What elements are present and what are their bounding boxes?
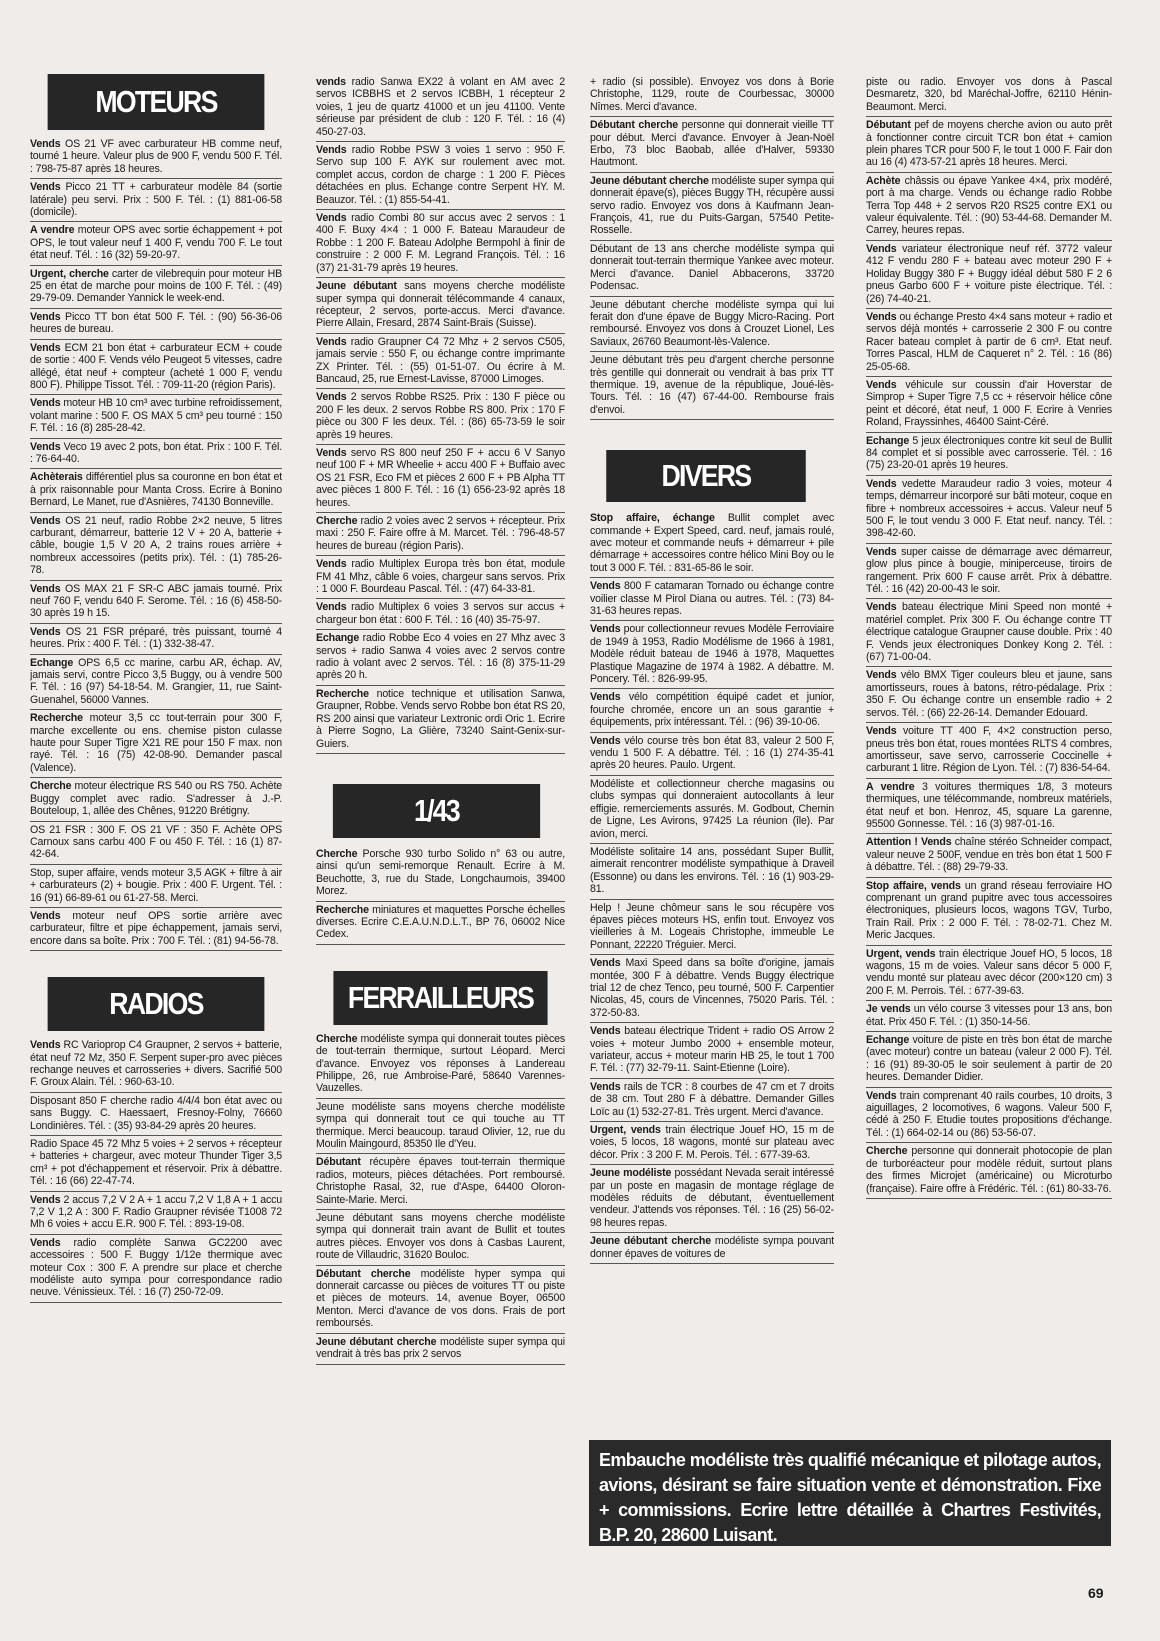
classified-ad — [866, 1143, 1112, 1199]
classified-ad — [590, 1233, 834, 1264]
classified-ad — [866, 241, 1112, 309]
ad-text: miniatures et maquettes Porsche échelles diverses. Ecrire C.E.A.U.N.D.L.T., BP 76, 06002 Nice Cedex. — [316, 903, 565, 941]
ad-text: sans moyens cherche modéliste super sympa qui donnerait télécommande 4 canaux, récepteur, 2 servos, porte-accus. Merci d'avance. Pierre Allain, Fresard, 2874 Saint-Brais (Suisse). — [316, 280, 565, 330]
ad-text: 2 accus 7,2 V 2 A + 1 accu 7,2 V 1,8 A + 1 accu 7,2 V 1,2 A : 300 F. Radio Graupner révisée T1008 72 Mh 6 voies + accu E.R. 900 F. Tél. : 893-19-08. — [30, 1193, 282, 1231]
column-4 — [866, 74, 1112, 1414]
classified-ad — [316, 1031, 565, 1099]
ad-text: radio Multiplex 6 voies 3 servos sur accus + chargeur bon état : 600 F. Tél. : 16 (40) 35-75-97. — [316, 601, 565, 626]
ad-text: train électrique Jouef HO, 5 locos, 18 wagons, 15 m de voies. Valeur sans décor 5 000 F, vendu monté sur plateau avec décor (200×120 cm) 3 200 F. M. Perrois. Tél. : 677-39-63. — [866, 947, 1112, 997]
ad-lead: Vends — [30, 1236, 61, 1249]
ad-text: modéliste hyper sympa qui donnerait carcasse ou pièces de voitures TT ou piste et pièces de moteurs. 14, avenue Boyer, 06500 Menton. Merci d'avance de vos dons. Frais de port remboursés. — [316, 1267, 565, 1330]
classified-ad — [866, 599, 1112, 667]
moteurs-list — [30, 136, 282, 951]
ad-lead: Vends — [316, 144, 347, 157]
ad-text: + radio (si possible). Envoyez vos dons à Borie Christophe, 1129, route de Courbessac, 30000 Nîmes. Merci d'avance. — [590, 76, 834, 113]
page-number: 69 — [1088, 1585, 1104, 1601]
ad-lead: Débutant cherche — [316, 1267, 411, 1280]
ad-text: pef de moyens cherche avion ou auto prêt à fonctionner contre circuit TCR bon état + camion plein phares TCR pour 500 F, le tout 1 000 F. Fair don au 16 (4) 473-57-21 après 18 heures. Merci. — [866, 119, 1112, 169]
classified-ad — [866, 544, 1112, 600]
classified-ad — [866, 117, 1112, 173]
classified-ad — [30, 1235, 282, 1303]
classified-ad — [590, 352, 834, 420]
column-1 — [30, 74, 282, 1564]
classified-ad — [30, 1136, 282, 1192]
classified-ad — [30, 222, 282, 265]
ad-lead: Vends — [866, 310, 897, 323]
section-header-moteurs: MOTEURS — [48, 74, 265, 130]
classified-ad — [590, 1165, 834, 1233]
ad-lead: Vends — [316, 335, 347, 348]
classified-ad — [30, 581, 282, 624]
ad-text: radio 2 voies avec 2 servos + récepteur. Prix maxi : 250 F. Faire offre à M. Marcet. Tél. : 796-48-57 heures de bureau (région Paris). — [316, 515, 565, 552]
classified-ad — [590, 74, 834, 117]
ad-lead: Vends — [30, 582, 61, 595]
ad-lead: Attention ! Vends — [866, 836, 952, 849]
ad-text: 5 jeux électroniques contre kit seul de Bullit 84 complet et si possible avec carrosserie. Tél. : 16 (75) 23-20-01 après 19 heures. — [866, 434, 1112, 472]
ad-lead: Urgent, vends — [590, 1124, 661, 1137]
ad-lead: Vends — [590, 580, 621, 593]
ad-text: moteur HB 10 cm³ avec turbine refroidissement, volant marine : 500 F. OS MAX 5 cm³ peu tourné : 150 F. Tél. : 16 (8) 285-28-42. — [30, 397, 282, 435]
classified-ad — [866, 309, 1112, 377]
classified-ad — [866, 1001, 1112, 1032]
classified-ad — [866, 834, 1112, 877]
ad-text: Bullit complet avec commande + Expert Speed, card. neuf, jamais roulé, avec moteur et commande neufs + démarreur + pile démarrage + accessoires contre hélico Mini Boy ou le tout 3 000 F. Tél. : 831-65-86 le soir. — [590, 512, 834, 574]
classified-ad — [316, 1266, 565, 1334]
classified-ad — [316, 630, 565, 686]
ad-lead: vends — [316, 76, 346, 88]
classified-ad — [316, 1334, 565, 1365]
ad-text: bateau électrique Trident + radio OS Arrow 2 voies + moteur Jumbo 2000 + ensemble moteur, variateur, accus + moteur marin HB 25, le tout 1 700 F. Tél. : (77) 32-79-11. Saint-Etienne (Loire). — [590, 1025, 834, 1075]
classified-ad — [316, 210, 565, 278]
ad-lead: Vends — [590, 957, 621, 970]
ad-lead: Jeune modéliste — [590, 1167, 672, 1180]
ad-text: un grand réseau ferroviaire HO comprenant un grand pupitre avec tous accessoires électroniques, plusieurs locos, wagons TGV, Turbo, Train Rail. Prix : 2 000 F. Tél. : 78-02-71. Chez M. Meric Jacques. — [866, 879, 1112, 942]
ad-lead: Urgent, cherche — [30, 267, 109, 280]
ad-text: OS MAX 21 F SR-C ABC jamais tourné. Prix neuf 760 F, vendu 640 F. Serome. Tél. : 16 (6) 458-50-30 après 19 h 15. — [30, 582, 282, 620]
ad-lead: Vends — [590, 623, 621, 636]
classified-ad — [590, 689, 834, 732]
ad-text: Jeune débutant sans moyens cherche modéliste sympa qui donnerait train avant de Bullit et toutes autres pièces. Envoyer vos dons à Casbas Laurent, route de Villaudric, 31620 Bouloc. — [316, 1212, 565, 1262]
classified-ad — [866, 946, 1112, 1002]
radios-continued-list — [316, 74, 565, 754]
ad-text: radio Sanwa EX22 à volant en AM avec 2 servos ICBBHS et 2 servos ICBBH, 1 récepteur 2 voies, 1 jeu de quartz 41000 et un jeu 41100. Vente sérieuse par président de club : 120 F. Tél. : 16 (4) 450-27-03. — [316, 76, 565, 138]
classified-ad — [316, 278, 565, 334]
ad-text: Help ! Jeune chômeur sans le sou récupère vos épaves pièces moteurs HS, enfin tout. Envoyez vos vieilleries à M. Logeais Christophe, immeuble Le Ponnant, 22220 Tréguier. Merci. — [590, 901, 834, 951]
ad-lead: Vends — [866, 1089, 897, 1102]
classified-ad — [316, 334, 565, 390]
classified-ad — [30, 395, 282, 438]
ad-text: chaîne stéréo Schneider compact, valeur neuve 2 500F, vendue en très bon état 1 500 F à débattre. Tél. : (88) 29-79-33. — [866, 836, 1112, 874]
ad-lead: Jeune débutant cherche — [316, 1335, 437, 1348]
divers-continued-list — [866, 74, 1112, 1199]
classified-ad — [316, 846, 565, 902]
classified-ad — [590, 510, 834, 578]
classified-ad — [30, 1093, 282, 1136]
ad-lead: Vends — [590, 734, 621, 747]
ad-lead: Vends — [866, 242, 897, 255]
classified-ad — [30, 340, 282, 396]
classified-ad — [30, 865, 282, 908]
ad-lead: Vends — [316, 558, 347, 571]
ad-lead: Débutant — [316, 1156, 361, 1169]
job-ad-box: Embauche modéliste très qualifié mécanique et pilotage autos, avions, désirant se faire situation vente et démonstration. Fixe + commissions. Ecrire lettre détaillée à Chartres Festivités, B.P. 20, 28600 Luisant. — [589, 1440, 1111, 1546]
classified-ad — [30, 1037, 282, 1093]
classified-ad — [866, 1088, 1112, 1144]
classified-ad — [866, 779, 1112, 835]
ad-text: train comprenant 40 rails courbes, 10 droits, 3 aiguillages, 2 locomotives, 6 wagons. Valeur 500 F, cédé à 250 F. Etudie toutes propositions d'échange. Tél. : (1) 664-02-14 ou (86) 53-56-07. — [866, 1089, 1112, 1139]
classified-ad — [590, 241, 834, 297]
classified-ad — [590, 297, 834, 353]
ad-text: radio Graupner C4 72 Mhz + 2 servos C505, jamais servie : 550 F, ou échange contre imprimante ZX Printer. Tél. : (55) 01-51-07. Ou écrire à M. Bancaud, 25, rue Ernest-Lavisse, 87000 Limoges. — [316, 335, 565, 385]
ad-lead: Vends — [316, 446, 347, 459]
classified-ad — [316, 1154, 565, 1210]
ad-text: voiture TT 400 F, 4×2 construction perso, pneus très bon état, roues montées RLTS 4 combres, amortisseur, save servo, carrosserie Coccinelle + carburant 1 litre. Région de Lyon. Tél. : (7) 836-54-64. — [866, 725, 1112, 775]
ad-text: 800 F catamaran Tornado ou échange contre voilier classe M Pirol Diana ou autres. Tél. : (73) 84-31-63 heures repas. — [590, 580, 834, 617]
ad-text: OS 21 FSR : 300 F. OS 21 VF : 350 F. Achète OPS Carnoux sans carbu 400 F ou 450 F. Tél. : 16 (1) 87-42-64. — [30, 823, 282, 861]
ad-lead: Echange — [316, 632, 360, 645]
ad-lead: Débutant cherche — [590, 119, 679, 132]
ad-lead: Cherche — [316, 847, 358, 860]
classified-ad — [316, 142, 565, 210]
classified-ad — [30, 469, 282, 512]
ad-text: moteur 3,5 cc tout-terrain pour 300 F, marche excellente ou ens. chemise piston culasse haute pour Super Tigre X21 RE pour 150 F max. non rayé. Tél. : 16 (75) 42-08-90. Demander pascal (Valence). — [30, 712, 282, 774]
ad-text: voiture de piste en très bon état de marche (avec moteur) contre un bateau (valeur 2 000 F). Tél. : 16 (91) 89-30-05 le soir seulement à partir de 20 heures. Demander Didier. — [866, 1034, 1112, 1084]
ad-text: différentiel plus sa couronne en bon état et à prix raisonnable pour Manta Cross. Ecrire à Bonino Bernard, Le Manet, rue d'Asnières, 74130 Bonneville. — [30, 471, 282, 509]
ad-text: moteur électrique RS 540 ou RS 750. Achète Buggy complet avec radio. S'adresser à J.-P. Bouteloup, 1, allée des Chênes, 91220 Brétigny. — [30, 780, 282, 818]
classified-ad — [30, 710, 282, 778]
ad-lead: Vends — [866, 725, 897, 738]
radios-list — [30, 1037, 282, 1303]
ad-lead: Echange — [866, 1034, 910, 1047]
classified-ad — [866, 74, 1112, 117]
classified-ad — [316, 556, 565, 599]
ad-text: un vélo course 3 vitesses pour 13 ans, bon état. Prix 450 F. Tél. : (1) 350-14-56. — [866, 1003, 1112, 1028]
classified-ad — [590, 117, 834, 173]
column-2 — [316, 74, 565, 1564]
classified-ad — [866, 723, 1112, 779]
classified-ad — [866, 173, 1112, 241]
ad-text: OPS 6,5 cc marine, carbu AR, échap. AV, jamais servi, contre Picco 3,5 Buggy, ou à vendre 500 F. Tél. : 16 (97) 54-18-54. M. Grangier, 11, rue Saint-Guenahel, 56000 Vannes. — [30, 656, 282, 706]
ad-lead: Vends — [30, 138, 61, 150]
ad-lead: Vends — [316, 212, 347, 225]
ad-text: Modéliste et collectionneur cherche magasins ou clubs sympas qui donneraient autocollants à leur effigie. remerciements assurés. M. Godbout, Chemin de Ligne, Les Avirons, 97425 La réunion (île). Par avion, merci. — [590, 777, 834, 840]
classified-ad — [30, 513, 282, 581]
classified-ad — [590, 1079, 834, 1122]
ad-text: radio Combi 80 sur accus avec 2 servos : 1 400 F. Buxy 4×4 : 1 000 F. Bateau Maraudeur de Robbe : 1 200 F. Bateau Adolphe Bermpohl à finir de construire : 2 000 F. M. Legrand François. Tél. : 16 (37) 21-31-79 après 19 heures. — [316, 212, 565, 274]
classified-ad — [866, 1032, 1112, 1088]
ad-lead: Vends — [30, 909, 61, 922]
ad-text: piste ou radio. Envoyer vos dons à Pascal Desmaretz, 320, bd Maréchal-Joffre, 62110 Hénin-Beaumont. Merci. — [866, 76, 1112, 113]
ad-lead: Je vends — [866, 1003, 911, 1016]
ad-text: servo RS 800 neuf 250 F + accu 6 V Sanyo neuf 100 F + MR Wheelie + accu 400 F + Buffaio avec OS 21 FSR, Eco FM et pièces 2 600 F + PB Alpha TT avec pièces 1 800 F. Tél. : 16 (1) 656-23-92 après 18 heures. — [316, 446, 565, 509]
ad-text: variateur électronique neuf réf. 3772 valeur 412 F vendu 280 F + bateau avec moteur 290 F + Holiday Buggy 380 F + Buggy idéal début 580 F 2 6 pneus Garbo 600 F + voiture piste électrique. Tél. : (26) 74-40-21. — [866, 242, 1112, 305]
ad-text: train électrique Jouef HO, 15 m de voies, 5 locos, 18 wagons, monté sur plateau avec décor. Prix : 3 200 F. M. Perois. Tél. : 677-39-63. — [590, 1124, 834, 1161]
classified-ad — [590, 173, 834, 241]
classified-ad — [316, 445, 565, 513]
ad-text: modéliste super sympa qui vendrait à très bas prix 2 servos — [316, 1335, 565, 1361]
ad-text: vedette Maraudeur radio 3 voies, moteur 4 temps, démarreur incorporé sur bâti moteur, coque en fibre + nombreux accessoires + accus. Valeur neuf 5 500 F, le tout vendu 3 000 F. Etat neuf. nancy. Tél. : 398-42-60. — [866, 477, 1112, 540]
scale-143-list — [316, 846, 565, 945]
ad-lead: Echange — [866, 434, 910, 447]
ad-text: modéliste super sympa qui donnerait épave(s), pièces Buggy TH, récupère aussi servo radio. Envoyez vos dons à Kaufmann Jean-François, 41, rue du Puits-Gargan, 57540 Petite-Rosselle. — [590, 174, 834, 237]
ad-lead: Cherche — [30, 780, 72, 793]
classified-ad — [866, 476, 1112, 544]
ad-text: Veco 19 avec 2 pots, bon état. Prix : 100 F. Tél. : 76-64-40. — [30, 440, 282, 465]
classified-ad — [30, 309, 282, 340]
ad-lead: Achèterais — [30, 471, 83, 484]
ad-text: vélo BMX Tiger couleurs bleu et jaune, sans amortisseurs, roues à batons, rétro-pédalage. Prix : 350 F. Ou échange contre un ensemble radio + 2 servos. Tél. : (66) 22-26-14. Demander Edouard. — [866, 669, 1112, 719]
ad-text: OS 21 neuf, radio Robbe 2×2 neuve, 5 litres carburant, démarreur, batterie 12 V + 20 A, batterie + câble, bougie 1,5 V 20 A, 2 trains roues arrière + nombreux accessoires (petits prix). Tél. : (1) 785-26-78. — [30, 514, 282, 577]
ad-text: Jeune débutant cherche modéliste sympa qui lui ferait don d'une épave de Buggy Micro-Racing. Port remboursé. Envoyez vos dons à Crouzet Lionel, Les Saviaux, 26760 Beaumont-lès-Valence. — [590, 298, 834, 348]
ad-text: Disposant 850 F cherche radio 4/4/4 bon état avec ou sans Buggy. C. Haessaert, Fresnoy-Folny, 76660 Londinières. Tél. : (35) 93-84-29 après 20 heures. — [30, 1094, 282, 1132]
ad-text: châssis ou épave Yankee 4×4, prix modéré, port à ma charge. Vends ou échange radio Robbe Terra Top 448 + 2 servos R20 RS25 contre EX1 ou valeur équivalente. Tél. : (90) 53-44-68. Demander M. Carrey, heures repas. — [866, 174, 1112, 237]
classified-ad — [30, 136, 282, 179]
ad-lead: Vends — [30, 341, 61, 354]
classified-ad — [866, 377, 1112, 433]
classified-ad — [30, 822, 282, 865]
ferrailleurs-continued-list — [590, 74, 834, 420]
classified-ad — [590, 1023, 834, 1079]
ad-lead: Vends — [590, 691, 621, 704]
classified-ad — [316, 74, 565, 142]
ad-lead: Recherche — [316, 687, 369, 700]
ad-text: Jeune modéliste sans moyens cherche modéliste sympa qui donnerait tout ce qui touche au TT thermique. Merci beaucoup. taraud Olivier, 12, rue du Moulin Maingourd, 85350 Ile d'Yeu. — [316, 1100, 565, 1150]
ad-lead: Jeune débutant cherche — [590, 1235, 711, 1248]
classified-ad — [30, 439, 282, 470]
ad-lead: Vends — [30, 181, 61, 194]
section-header-divers: DIVERS — [606, 450, 806, 502]
ad-text: 3 voitures thermiques 1/8, 3 moteurs thermiques, une télécommande, nombreux matériels, état neuf et bon. Henroz, 45, square La garenne, 95500 Gonnesse. Tél. : 16 (3) 987-01-16. — [866, 780, 1112, 830]
ad-lead: Vends — [866, 477, 897, 490]
ad-text: radio Robbe PSW 3 voies 1 servo : 950 F. Servo sup 100 F. AYK sur roulement avec mot. complet accus, cordon de charge : 1 200 F. Pièces détachées en plus. Echange contre Serpent HY. M. Beauzor. Tél. : (1) 855-54-41. — [316, 144, 565, 206]
ad-text: RC Varioprop C4 Graupner, 2 servos + batterie, état neuf 72 Mz, 350 F. Serpent super-pro avec pièces rechange neuves et carrosseries + divers. Sacrifié 500 F. Groux Alain. Tél. : 960-63-10. — [30, 1039, 282, 1089]
ad-text: véhicule sur coussin d'air Hoverstar de Simprop + Super Tigre 7,5 cc + réservoir hélice cône peint et décoré, état neuf, 1 000 F. Ecrire à Venries Roland, Frayssinhes, 46400 Saint-Céré. — [866, 378, 1112, 429]
ad-text: rails de TCR : 8 courbes de 47 cm et 7 droits de 38 cm. Tout 280 F à débattre. Demander Gilles Loïc au (1) 532-27-81. Très urgent. Merci d'avance. — [590, 1080, 834, 1118]
classified-ad — [316, 1099, 565, 1155]
ad-text: Porsche 930 turbo Solido n° 63 ou autre, ainsi qu'un semi-remorque Renault. Ecrire à M. Beuchotte, 3, rue du Stade, Longchaumois, 39400 Morez. — [316, 847, 565, 898]
ad-text: Débutant de 13 ans cherche modéliste sympa qui donnerait tout-terrain thermique Yankee avec moteur. Merci d'avance. Daniel Abbacerons, 33720 Podensac. — [590, 242, 834, 293]
ad-lead: A vendre — [866, 780, 915, 793]
ad-lead: Jeune débutant cherche — [590, 174, 709, 187]
column-3 — [590, 74, 834, 1436]
ad-text: Jeune débutant très peu d'argent cherche personne très gentille qui donnerait ou vendrait à bas prix TT thermique. 19, avenue de la république, Joué-lès-Tours. Tél. : 16 (47) 67-44-00. Rembourse frais d'envoi. — [590, 354, 834, 416]
classified-ad — [30, 624, 282, 655]
ad-lead: Vends — [30, 514, 61, 527]
ad-text: personne qui donnerait vieille TT pour début. Merci d'avance. Envoyer à Jean-Noël Erbo, 73 bloc Baobab, allée d'Halver, 59330 Hautmont. — [590, 119, 834, 169]
ad-text: possédant Nevada serait intéressé par un poste en magasin de montage réglage de modèles réduits de débutant, éventuellement vendeur. J'attends vos réponses. Tél. : 16 (25) 56-02-98 heures repas. — [590, 1167, 834, 1229]
ad-text: super caisse de démarrage avec démarreur, glow plus pince à bougie, miniperceuse, tiroirs de rangement. Prix 600 F cause arrêt. Prix à débattre. Tél. : 16 (42) 20-00-43 le soir. — [866, 545, 1112, 596]
classified-ad — [590, 621, 834, 689]
ad-lead: Vends — [590, 1080, 621, 1093]
ad-lead: Vends — [866, 669, 897, 682]
ad-lead: Vends — [866, 601, 897, 614]
ad-lead: A vendre — [30, 224, 75, 237]
classified-ad — [30, 908, 282, 951]
classified-ad — [30, 655, 282, 711]
ad-text: radio Multiplex Europa très bon état, module FM 41 Mhz, câble 6 voies, chargeur sans servos. Prix : 1 000 F. Bourdeau Pascal. Tél. : (47) 64-33-81. — [316, 558, 565, 596]
classified-ad — [590, 733, 834, 776]
classified-ad — [866, 878, 1112, 946]
ferrailleurs-list — [316, 1031, 565, 1365]
ad-lead: Vends — [30, 440, 61, 453]
ad-text: moteur OPS avec sortie échappement + pot OPS, le tout valeur neuf 1 400 F, vendu 700 F. Le tout état neuf. Tél. : 16 (32) 59-20-97. — [30, 224, 282, 262]
ad-text: ECM 21 bon état + carburateur ECM + coude de sortie : 400 F. Vends vélo Peugeot 5 vitesses, cadre allégé, état neuf + compteur (acheté 1 000 F, vendu 800 F). Philippe Tissot. Tél. : 709-11-20 (région Paris). — [30, 341, 282, 391]
ad-lead: Vends — [316, 391, 347, 404]
ad-text: OS 21 FSR préparé, très puissant, tourné 4 heures. Prix : 400 F. Tél. : (1) 332-38-47. — [30, 625, 282, 651]
ad-text: vélo course très bon état 83, valeur 2 500 F, vendu 1 500 F. A débattre. Tél. : 16 (1) 274-35-41 après 20 heures. Paulo. Urgent. — [590, 734, 834, 772]
ad-text: pour collectionneur revues Modèle Ferroviaire de 1949 à 1953, Radio Modélisme de 1966 à 1981, Modèle réduit bateau de 1946 à 1978, Maquettes Plastique Magazine de 1974 à 1982. A débattre. M. Poncery. Tél. : 826-99-95. — [590, 623, 834, 686]
ad-lead: Recherche — [30, 712, 83, 725]
classified-ad — [590, 955, 834, 1023]
ad-lead: Vends — [30, 310, 61, 323]
ad-lead: Vends — [316, 601, 347, 614]
ad-text: moteur neuf OPS sortie arrière avec carburateur, filtre et pipe échappement, jamais servi, encore dans sa boîte. Prix : 700 F. Tél. : (81) 94-56-78. — [30, 909, 282, 947]
section-header-radios: RADIOS — [48, 977, 265, 1031]
ad-text: Stop, super affaire, vends moteur 3,5 AGK + filtre à air + carburateurs (2) + bougie. Prix : 400 F. Urgent. Tél. : 16 (91) 66-89-61 ou 61-27-58. Merci. — [30, 866, 282, 904]
ad-text: Radio Space 45 72 Mhz 5 voies + 2 servos + récepteur + batteries + chargeur, avec moteur Thunder Tiger 3,5 cm³ + pot d'échappement et réservoir. Prix à débattre. Tél. : 16 (66) 22-47-74. — [30, 1138, 282, 1188]
ad-text: bateau électrique Mini Speed non monté + matériel complet. Prix 300 F. Ou échange contre TT électrique catalogue Graupner cause double. Prix : 40 F. Vends jeux électroniques Donkey Kong 2. Tél. : (67) 71-00-04. — [866, 601, 1112, 664]
classified-ad — [316, 902, 565, 945]
ad-text: 2 servos Robbe RS25. Prix : 130 F pièce ou 200 F les deux. 2 servos Robbe RS 800. Prix : 170 F pièce ou 300 F les deux. Tél. : (86) 65-73-59 le soir après 19 heures. — [316, 391, 565, 441]
ad-text: Maxi Speed dans sa boîte d'origine, jamais montée, 300 F à débattre. Vends Buggy électrique trial 12 de chez Tenco, peu tourné, 500 F. Carpentier Nicolas, 45, cours de Vincennes, 75020 Paris. Tél. : 372-50-83. — [590, 957, 834, 1019]
ad-text: radio Robbe Eco 4 voies en 27 Mhz avec 3 servos + radio Sanwa 4 voies avec 2 servos contre radio à volant avec 2 servos. Tél. : 16 (8) 375-11-29 après 20 h. — [316, 632, 565, 682]
ad-text: Picco TT bon état 500 F. Tél. : (90) 56-36-06 heures de bureau. — [30, 310, 282, 336]
ad-text: personne qui donnerait photocopie de plan de turboréacteur pour modèle réduit, surtout plans des firmes Microjet (américaine) ou Microturbo (française). Faire offre à Frédéric. Tél. : (61) 80-33-76. — [866, 1145, 1112, 1195]
divers-list — [590, 510, 834, 1264]
ad-lead: Achète — [866, 174, 901, 187]
classified-ad — [590, 900, 834, 956]
ad-lead: Urgent, vends — [866, 947, 936, 960]
ad-lead: Vends — [30, 397, 61, 410]
ad-lead: Vends — [30, 1193, 61, 1206]
classified-ad — [316, 686, 565, 754]
ad-lead: Stop affaire, échange — [590, 512, 715, 525]
ad-lead: Echange — [30, 656, 74, 669]
section-header-1-43: 1/43 — [333, 784, 540, 838]
classified-ad — [30, 778, 282, 821]
ad-text: ou échange Presto 4×4 sans moteur + radio et servos déjà montés + carrosserie 2 300 F ou contre Racer bateau complet à partir de 6 cm³. Etat neuf. Torres Pascal, HLM de Caqueret n° 2. Tél. : 16 (86) 25-05-68. — [866, 310, 1112, 373]
ad-text: OS 21 VF avec carburateur HB comme neuf, tourné 1 heure. Valeur plus de 900 F, vendu 500 F. Tél. : 798-75-87 après 18 heures. — [30, 138, 282, 175]
classified-ad — [590, 776, 834, 844]
ad-lead: Stop affaire, vends — [866, 879, 961, 892]
ad-lead: Vends — [590, 1025, 621, 1038]
classified-ad — [316, 599, 565, 630]
classified-ad — [590, 844, 834, 900]
classified-ad — [866, 667, 1112, 723]
classified-ad — [316, 513, 565, 556]
ad-lead: Cherche — [316, 515, 358, 527]
classified-ad — [30, 266, 282, 309]
classified-ad — [866, 433, 1112, 476]
ad-lead: Cherche — [316, 1032, 358, 1045]
ad-text: radio complète Sanwa GC2200 avec accessoires : 500 F. Buggy 1/12e thermique avec moteur Cox : 300 F. A prendre sur place et cherche modéliste auto sympa pour correspondance radio neuve. Vénissieux. Tél. : 16 (7) 250-72-09. — [30, 1236, 282, 1299]
section-header-ferrailleurs: FERRAILLEURS — [333, 971, 547, 1025]
ad-text: Picco 21 TT + carburateur modèle 84 (sortie latérale) peu servi. Prix : 500 F. Tél. : (1) 881-06-58 (domicile). — [30, 181, 282, 219]
ad-text: Modéliste solitaire 14 ans, possédant Super Bullit, aimerait rencontrer modéliste sympathique à Draveil (Essonne) ou dans les environs. Tél. : 16 (1) 903-29-81. — [590, 845, 834, 896]
classified-ad — [316, 1210, 565, 1266]
ad-text: carter de vilebrequin pour moteur HB 25 en état de marche pour moins de 100 F. Tél. : (49) 29-79-09. Demander Yannick le week-end. — [30, 267, 282, 305]
ad-lead: Vends — [30, 1039, 61, 1052]
ad-text: modéliste sympa qui donnerait toutes pièces de tout-terrain thermique, surtout Léopard. Merci d'avance. Envoyez vos réponses à Landereau Philippe, 26, rue Ambroise-Paré, 58640 Varennes-Vauzelles. — [316, 1032, 565, 1095]
ad-lead: Vends — [866, 378, 897, 391]
ad-lead: Recherche — [316, 903, 369, 916]
ad-text: vélo compétition équipé cadet et junior, fourche chromée, encore un an sous garantie + équipements, prix intéressant. Tél. : (96) 39-10-06. — [590, 691, 834, 729]
ad-lead: Jeune débutant — [316, 280, 397, 293]
classified-ad — [590, 1122, 834, 1165]
ad-text: notice technique et utilisation Sanwa, Graupner, Robbe. Vends servo Robbe bon état RS 20, RS 200 ainsi que variateur Lextronic ordi Oric 1. Ecrire à Pierre Sogno, La Glière, 73240 Saint-Genix-sur-Guiers. — [316, 687, 565, 750]
ad-lead: Débutant — [866, 119, 911, 132]
ad-lead: Vends — [30, 625, 61, 638]
ad-lead: Cherche — [866, 1145, 908, 1158]
classified-ad — [30, 179, 282, 222]
classified-ad — [30, 1192, 282, 1235]
classified-ad — [316, 389, 565, 445]
ad-text: récupère épaves tout-terrain thermique radios, moteurs, pièces détachées. Port remboursé. Christophe Rasal, 32, rue d'Aspe, 64400 Oloron-Sainte-Marie. Merci. — [316, 1156, 565, 1206]
classified-ad — [590, 578, 834, 621]
ad-text: modéliste sympa pouvant donner épaves de voitures de — [590, 1235, 834, 1260]
ad-lead: Vends — [866, 545, 897, 558]
